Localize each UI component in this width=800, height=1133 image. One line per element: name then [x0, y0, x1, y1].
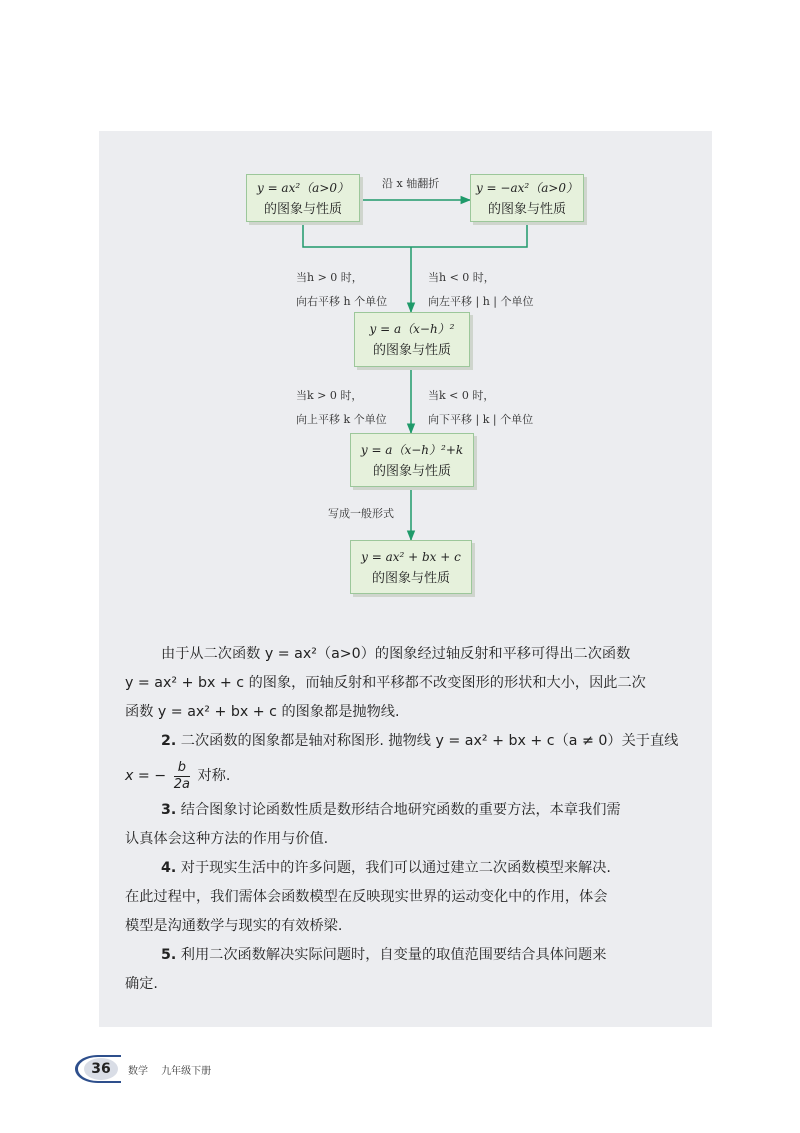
h-negative-action: 向左平移 | h | 个单位	[428, 295, 534, 308]
p2-frac-num: b	[174, 760, 190, 777]
p4-number: 4.	[161, 860, 177, 876]
p4-text: 对于现实生活中的许多问题，我们可以通过建立二次函数模型来解决.	[180, 860, 611, 876]
box4-text: 的图象与性质	[372, 464, 451, 479]
p1-line2: y = ax² + bx + c 的图象，而轴反射和平移都不改变图形的形状和大小，因此二次	[125, 675, 646, 691]
p5-line1	[161, 941, 701, 970]
p2-x: x = −	[125, 768, 167, 784]
p4-line3: 模型是沟通数学与现实的有效桥梁.	[125, 918, 343, 934]
p2-number: 2.	[161, 733, 177, 749]
box3-formula: y = a（x−h）²	[369, 322, 455, 336]
box5-text: 的图象与性质	[371, 571, 450, 586]
p2-fraction	[174, 760, 190, 793]
h-positive-note	[296, 266, 387, 314]
flip-label: 沿 x 轴翻折	[382, 177, 440, 190]
p1-line1: 由于从二次函数 y = ax²（a>0）的图象经过轴反射和平移可得出二次函数	[161, 646, 631, 662]
p2-text: 二次函数的图象都是轴对称图形. 抛物线 y = ax² + bx + c（a ≠ 0）关于直线	[180, 733, 679, 749]
footer-subject: 数学	[128, 1066, 148, 1077]
box4-formula: y = a（x−h）²+k	[360, 443, 464, 457]
k-negative-cond: 当k < 0 时，	[428, 389, 495, 402]
p2-frac-den: 2a	[173, 776, 190, 792]
h-positive-cond: 当h > 0 时，	[296, 271, 363, 284]
p2-line1	[161, 727, 701, 756]
box1-formula: y = ax²（a>0）	[256, 181, 350, 195]
p1-line3: 函数 y = ax² + bx + c 的图象都是抛物线.	[125, 704, 400, 720]
box-horizontal-shift	[354, 312, 470, 367]
p3-text: 结合图象讨论函数性质是数形结合地研究函数的重要方法，本章我们需	[180, 802, 621, 818]
k-positive-cond: 当k > 0 时，	[296, 389, 363, 402]
p3-line1	[161, 796, 701, 825]
box2-formula: y = −ax²（a>0）	[475, 181, 579, 195]
general-form-label: 写成一般形式	[328, 507, 394, 520]
p5-number: 5.	[161, 947, 177, 963]
box-positive-parabola	[246, 174, 360, 222]
footer-grade: 九年级下册	[161, 1066, 212, 1077]
box-vertex-form	[350, 433, 474, 487]
box1-text: 的图象与性质	[263, 202, 342, 217]
box-negative-parabola	[470, 174, 584, 222]
p4-line2: 在此过程中，我们需体会函数模型在反映现实世界的运动变化中的作用，体会	[125, 889, 608, 905]
p5-line2: 确定.	[125, 976, 158, 992]
footer-title	[128, 1062, 221, 1077]
box5-formula: y = ax² + bx + c	[361, 550, 461, 564]
p5-text: 利用二次函数解决实际问题时，自变量的取值范围要结合具体问题来	[180, 947, 607, 963]
box3-text: 的图象与性质	[372, 343, 451, 358]
h-negative-note	[428, 266, 533, 314]
p4-line1	[161, 854, 701, 883]
h-positive-action: 向右平移 h 个单位	[296, 295, 388, 308]
p3-line2: 认真体会这种方法的作用与价值.	[125, 831, 329, 847]
page-number: 36	[91, 1061, 111, 1077]
p3-number: 3.	[161, 802, 177, 818]
k-positive-note	[296, 384, 387, 432]
k-positive-action: 向上平移 k 个单位	[296, 413, 387, 426]
merge-connector	[303, 222, 527, 247]
h-negative-cond: 当h < 0 时，	[428, 271, 495, 284]
p2-line2	[125, 756, 701, 796]
box2-text: 的图象与性质	[487, 202, 566, 217]
summary-text	[125, 640, 701, 999]
k-negative-action: 向下平移 | k | 个单位	[428, 413, 534, 426]
box-general-form	[350, 540, 472, 594]
p2-tail: 对称.	[197, 768, 231, 784]
k-negative-note	[428, 384, 533, 432]
